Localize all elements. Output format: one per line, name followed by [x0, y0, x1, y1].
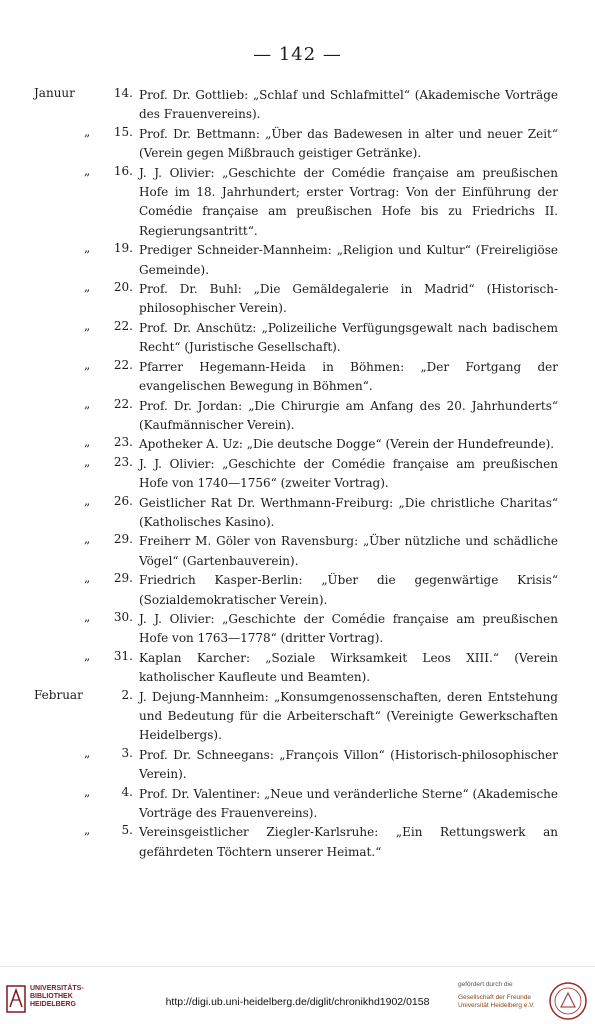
ditto-mark: „ — [84, 454, 91, 469]
month-label: Februar — [34, 687, 83, 702]
ditto-mark: „ — [84, 318, 91, 333]
ditto-mark: „ — [84, 357, 91, 372]
library-name-line: UNIVERSITÄTS- — [30, 985, 84, 992]
list-item — [0, 610, 595, 649]
day-label: 19. — [113, 241, 133, 256]
ditto-mark: „ — [84, 396, 91, 411]
entry-text: Prof. Dr. Buhl: „Die Gemäldegalerie in Madrid“ (Historisch-philosophischer Verein). — [139, 282, 558, 316]
sponsor-name — [458, 994, 535, 1010]
lecture-list — [0, 86, 595, 862]
library-name-line: HEIDELBERG — [30, 1001, 76, 1008]
sponsor-caption: gefördert durch die — [458, 981, 513, 988]
list-item — [0, 280, 595, 319]
university-seal-icon — [548, 981, 588, 1021]
entry-text: Prof. Dr. Anschütz: „Polizeiliche Verfügungsgewalt nach badischem Recht“ (Juristische Gesellschaft). — [139, 320, 558, 355]
viewer-footer — [0, 966, 595, 1024]
entry-text: Prof. Dr. Bettmann: „Über das Badewesen in alter und neuer Zeit“ (Verein gegen Mißbrauch geistiger Getränke). — [139, 126, 558, 161]
list-item — [0, 649, 595, 688]
list-item — [0, 319, 595, 358]
day-label: 22. — [113, 357, 133, 372]
ditto-mark: „ — [84, 280, 91, 295]
day-label: 29. — [113, 532, 133, 547]
ditto-mark: „ — [84, 124, 91, 139]
list-item — [0, 455, 595, 494]
ditto-mark: „ — [84, 532, 91, 547]
list-item — [0, 435, 595, 454]
entry-text: J. J. Olivier: „Geschichte der Comédie française am preußischen Hofe im 18. Jahrhundert; erster Vortrag: Von der Einführung der Comédie française am preußischen Hofe bis zu Friedrichs II. Regierungsantritt“. — [139, 165, 558, 238]
list-item — [0, 494, 595, 533]
entry-text: Prof. Dr. Gottlieb: „Schlaf und Schlafmittel“ (Akademische Vorträge des Frauenvereins). — [139, 88, 558, 122]
list-item — [0, 532, 595, 571]
permalink-url[interactable]: http://digi.ub.uni-heidelberg.de/diglit/chronikhd1902/0158 — [165, 996, 430, 1008]
ditto-mark: „ — [84, 241, 91, 256]
ditto-mark: „ — [84, 745, 91, 760]
entry-text: Kaplan Karcher: „Soziale Wirksamkeit Leos XIII.“ (Verein katholischer Kaufleute und Beamten). — [139, 650, 558, 685]
month-label: Januur — [34, 86, 75, 100]
entry-text: J. J. Olivier: „Geschichte der Comédie française am preußischen Hofe von 1740—1756“ (zweiter Vortrag). — [139, 456, 558, 491]
day-label: 15. — [113, 124, 133, 139]
entry-text: Prof. Dr. Schneegans: „François Villon“ (Historisch-philosophischer Verein). — [139, 747, 558, 782]
library-name-line: BIBLIOTHEK — [30, 993, 73, 1000]
entry-text: Apotheker A. Uz: „Die deutsche Dogge“ (Verein der Hundefreunde). — [139, 437, 555, 452]
entry-text: J. J. Olivier: „Geschichte der Comédie française am preußischen Hofe von 1763—1778“ (dritter Vortrag). — [139, 611, 558, 646]
page-number: — 142 — — [253, 44, 342, 65]
list-item — [0, 397, 595, 436]
list-item — [0, 785, 595, 824]
list-item — [0, 164, 595, 242]
ditto-mark: „ — [84, 493, 91, 508]
list-item — [0, 125, 595, 164]
day-label: 22. — [113, 318, 133, 333]
entry-text: Prediger Schneider-Mannheim: „Religion und Kultur“ (Freireligiöse Gemeinde). — [139, 243, 558, 277]
ditto-mark: „ — [84, 784, 91, 799]
day-label: 26. — [113, 493, 133, 508]
ditto-mark: „ — [84, 609, 91, 624]
list-item — [0, 571, 595, 610]
day-label: 30. — [113, 609, 133, 624]
entry-text: Vereinsgeistlicher Ziegler-Karlsruhe: „Ein Rettungswerk an gefährdeten Töchtern unserer Heimat.“ — [139, 825, 558, 859]
ditto-mark: „ — [84, 823, 91, 838]
list-item — [0, 358, 595, 397]
list-item — [0, 86, 595, 125]
sponsor-name-line: Gesellschaft der Freunde — [458, 994, 531, 1001]
day-label: 14. — [113, 86, 133, 100]
day-label: 2. — [121, 687, 133, 702]
day-label: 3. — [121, 745, 133, 760]
day-label: 23. — [113, 454, 133, 469]
sponsor-name-line: Universität Heidelberg e.V. — [458, 1002, 535, 1009]
day-label: 16. — [113, 163, 133, 178]
entry-text: Freiherr M. Göler von Ravensburg: „Über nützliche und schädliche Vögel“ (Gartenbauverein). — [139, 534, 558, 568]
ditto-mark: „ — [84, 648, 91, 663]
entry-text: Prof. Dr. Valentiner: „Neue und veränderliche Sterne“ (Akademische Vorträge des Frauenvereins). — [139, 786, 558, 821]
day-label: 20. — [113, 280, 133, 295]
list-item — [0, 241, 595, 280]
list-item — [0, 823, 595, 862]
ditto-mark: „ — [84, 163, 91, 178]
day-label: 4. — [121, 784, 133, 799]
day-label: 23. — [113, 435, 133, 450]
day-label: 5. — [121, 823, 133, 838]
day-label: 22. — [113, 396, 133, 411]
day-label: 29. — [113, 571, 133, 586]
list-item — [0, 746, 595, 785]
entry-text: J. Dejung-Mannheim: „Konsumgenossenschaften, deren Entstehung und Bedeutung für die Arbeiterschaft“ (Vereinigte Gewerkschaften Heidelbergs). — [139, 689, 558, 743]
entry-text: Pfarrer Hegemann-Heida in Böhmen: „Der Fortgang der evangelischen Bewegung in Böhmen“. — [139, 359, 558, 394]
day-label: 31. — [113, 648, 133, 663]
list-item — [0, 688, 595, 746]
entry-text: Friedrich Kasper-Berlin: „Über die gegenwärtige Krisis“ (Sozialdemokratischer Verein). — [139, 573, 558, 607]
ditto-mark: „ — [84, 435, 91, 450]
entry-text: Prof. Dr. Jordan: „Die Chirurgie am Anfang des 20. Jahrhunderts“ (Kaufmännischer Verein). — [139, 398, 558, 432]
entry-text: Geistlicher Rat Dr. Werthmann-Freiburg: „Die christliche Charitas“ (Katholisches Kasino). — [139, 495, 558, 529]
ditto-mark: „ — [84, 571, 91, 586]
